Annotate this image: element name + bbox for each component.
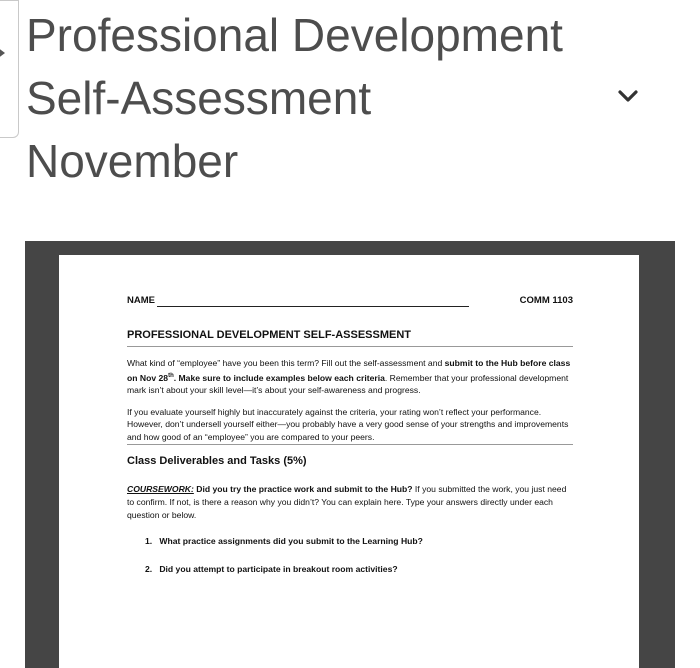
question-item: 2. Did you attempt to participate in breakout room activities?: [145, 564, 398, 575]
question-list: [127, 536, 573, 574]
document-heading: PROFESSIONAL DEVELOPMENT SELF-ASSESSMENT: [127, 329, 573, 347]
intro-reminder: . Remember that your professional development mark isn’t about your skill level—it’s about your self-awareness and progress.: [127, 372, 569, 396]
caret-right-icon: [0, 47, 5, 59]
expand-toggle[interactable]: [0, 0, 19, 138]
question-item: 1. What practice assignments did you submit to the Learning Hub?: [145, 536, 423, 547]
intro-ordinal: th: [168, 372, 174, 379]
course-code: COMM 1103: [519, 295, 573, 306]
intro-text: What kind of “employee” have you been this term? Fill out the self-assessment and: [127, 358, 445, 368]
coursework-label: COURSEWORK:: [127, 484, 194, 495]
name-row: [127, 295, 573, 309]
document-page: [59, 255, 639, 668]
intro-examples: . Make sure to include examples below each criteria: [173, 372, 385, 383]
name-line: [157, 306, 469, 307]
document-viewer[interactable]: [25, 241, 675, 668]
intro-deadline: submit to the Hub before class on Nov 28: [127, 358, 571, 383]
section-heading: Class Deliverables and Tasks (5%): [127, 455, 307, 468]
document-content: [127, 295, 573, 592]
coursework-body: If you submitted the work, you just need to confirm. If not, is there a reason why you didn’t? You can explain here. Type your answers directly under each question or below.: [127, 484, 567, 520]
coursework-paragraph: [127, 483, 573, 521]
coursework-question: Did you try the practice work and submit to the Hub?: [193, 484, 413, 495]
page-title: Professional Development Self-Assessment November: [26, 9, 563, 187]
name-label: NAME: [127, 295, 155, 306]
chevron-down-icon[interactable]: [615, 83, 641, 109]
evaluation-paragraph: If you evaluate yourself highly but inaccurately against the criteria, your rating won’t reflect your performance. However, don’t undersell yourself either—you probably have a very good sense of your strengths and improvements and how good of an “employee” you are compared to your peers.: [127, 406, 573, 446]
intro-paragraph: [127, 357, 573, 397]
